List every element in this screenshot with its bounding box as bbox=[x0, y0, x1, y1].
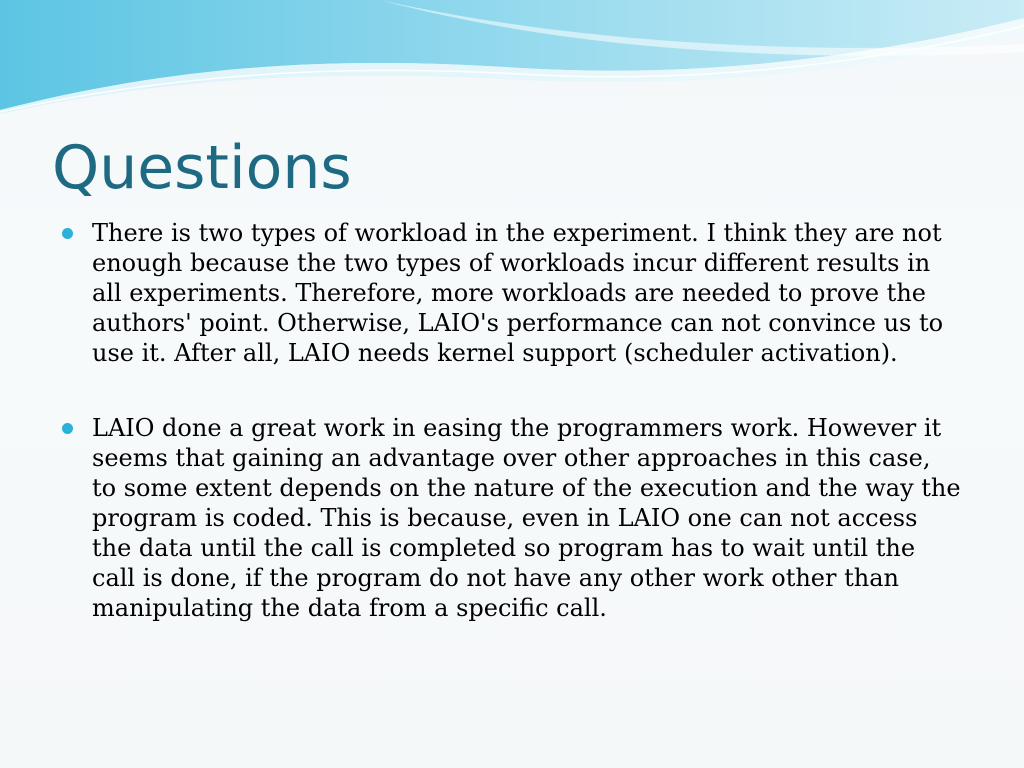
bullet-dot-icon bbox=[62, 228, 74, 240]
bullet-dot-icon bbox=[62, 423, 74, 435]
slide-title: Questions bbox=[52, 133, 352, 203]
bullet-text: LAIO done a great work in easing the programmers work. However it seems that gaining an advantage over other approaches in this case, to some extent depends on the nature of the execution and the way the program is coded. This is because, even in LAIO one can not access the data until the call is completed so program has to wait until the call is done, if the program do not have any other work other than manipulating the data from a specific call. bbox=[92, 414, 961, 622]
bullet-text: There is two types of workload in the experiment. I think they are not enough because the two types of workloads incur different results in all experiments. Therefore, more workloads are needed to prove the authors' point. Otherwise, LAIO's performance can not convince us to use it. After all, LAIO needs kernel support (scheduler activation). bbox=[92, 219, 944, 367]
bullet-item bbox=[62, 413, 962, 623]
bullet-item bbox=[62, 218, 962, 368]
bullet-list bbox=[62, 218, 962, 623]
header-wave-decoration bbox=[0, 0, 1024, 120]
